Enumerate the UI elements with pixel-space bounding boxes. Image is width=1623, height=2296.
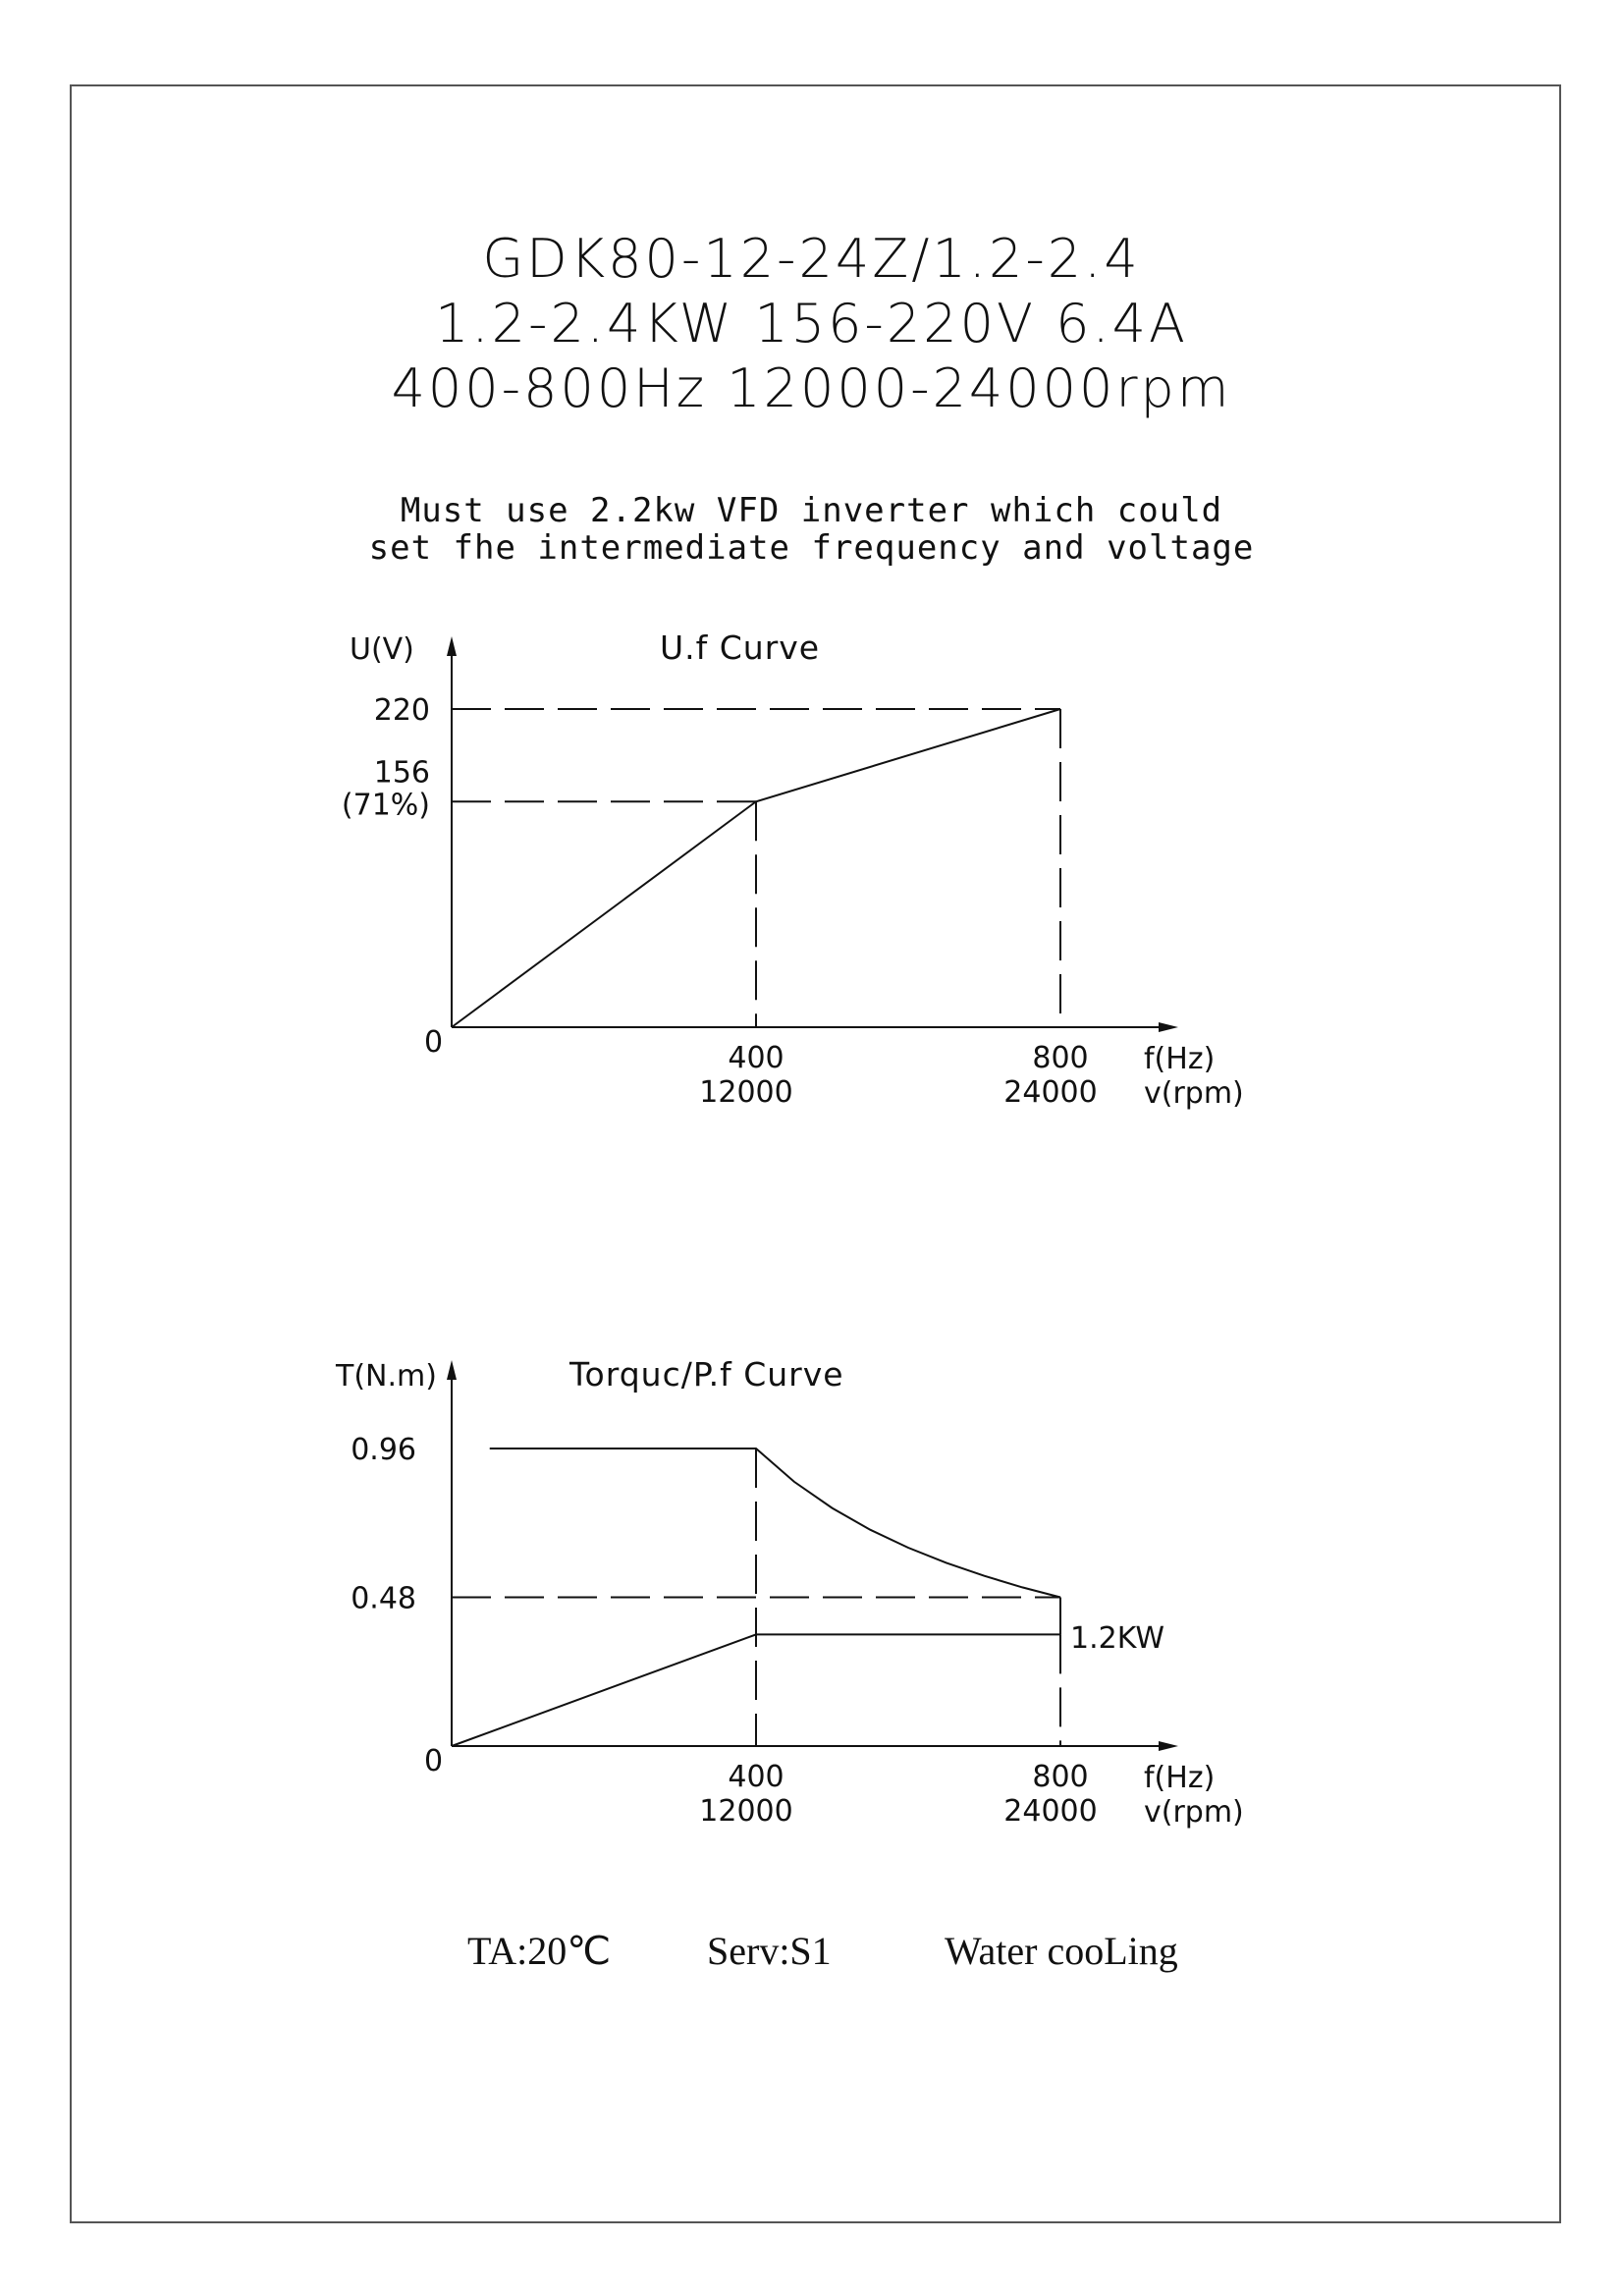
uf-axes: [447, 636, 1178, 1032]
tp-x-tick-label: 400: [728, 1760, 784, 1794]
uf-x-label: f(Hz): [1144, 1042, 1216, 1076]
uf-x-tick-label: 400: [728, 1041, 784, 1075]
frequency-speed-spec: 400-800Hz 12000-24000rpm: [391, 357, 1232, 419]
uf-y-axis-arrow: [447, 636, 457, 656]
uf-tick-labels: [342, 693, 1098, 1110]
tp-guide-lines: [452, 1449, 1060, 1746]
uf-y-label: U(V): [350, 632, 414, 667]
service-duty: Serv:S1: [707, 1929, 832, 1973]
tp-x-label-2: v(rpm): [1144, 1795, 1244, 1830]
tp-power-annotation: 1.2KW: [1070, 1621, 1164, 1656]
model-title: GDK80-12-24Z/1.2-2.4: [482, 228, 1141, 290]
tp-tick-labels: [351, 1433, 1098, 1829]
cooling-type: Water cooLing: [945, 1929, 1178, 1973]
tp-y-tick-label: 0.96: [351, 1433, 416, 1467]
tp-series-torque: [490, 1449, 1060, 1598]
uf-x-tick-label-2: 24000: [1003, 1075, 1098, 1110]
uf-origin-label: 0: [424, 1025, 444, 1060]
tp-y-tick-label: 0.48: [351, 1581, 416, 1616]
inverter-note-line-2: set fhe intermediate frequency and voltage: [368, 528, 1255, 568]
uf-x-label-2: v(rpm): [1144, 1076, 1244, 1111]
tp-y-axis-arrow: [447, 1360, 457, 1380]
uf-curve-chart: [0, 609, 1623, 1120]
uf-title: U.f Curve: [660, 629, 821, 667]
power-voltage-current-spec: 1.2-2.4KW 156-220V 6.4A: [435, 293, 1188, 355]
tp-x-tick-label-2: 24000: [1003, 1794, 1098, 1829]
tp-x-tick-label: 800: [1032, 1760, 1089, 1794]
uf-guide-lines: [452, 709, 1060, 1027]
tp-x-label: f(Hz): [1144, 1761, 1216, 1795]
ambient-temperature: TA:20℃: [467, 1929, 612, 1973]
uf-x-axis-arrow: [1159, 1022, 1178, 1032]
tp-y-label: T(N.m): [336, 1359, 437, 1394]
uf-x-tick-label-2: 12000: [699, 1075, 793, 1110]
tp-origin-label: 0: [424, 1744, 444, 1778]
tp-axes: [447, 1360, 1178, 1751]
inverter-note-line-1: Must use 2.2kw VFD inverter which could: [400, 491, 1223, 530]
uf-x-tick-label: 800: [1032, 1041, 1089, 1075]
uf-y-tick-label: (71%): [341, 788, 430, 823]
tp-x-tick-label-2: 12000: [699, 1794, 793, 1829]
tp-title: Torquc/P.f Curve: [569, 1355, 844, 1394]
uf-y-tick-label: 156: [373, 755, 430, 791]
tp-x-axis-arrow: [1159, 1741, 1178, 1751]
torque-power-curve-chart: [0, 1336, 1623, 1846]
uf-y-tick-label: 220: [373, 693, 430, 728]
